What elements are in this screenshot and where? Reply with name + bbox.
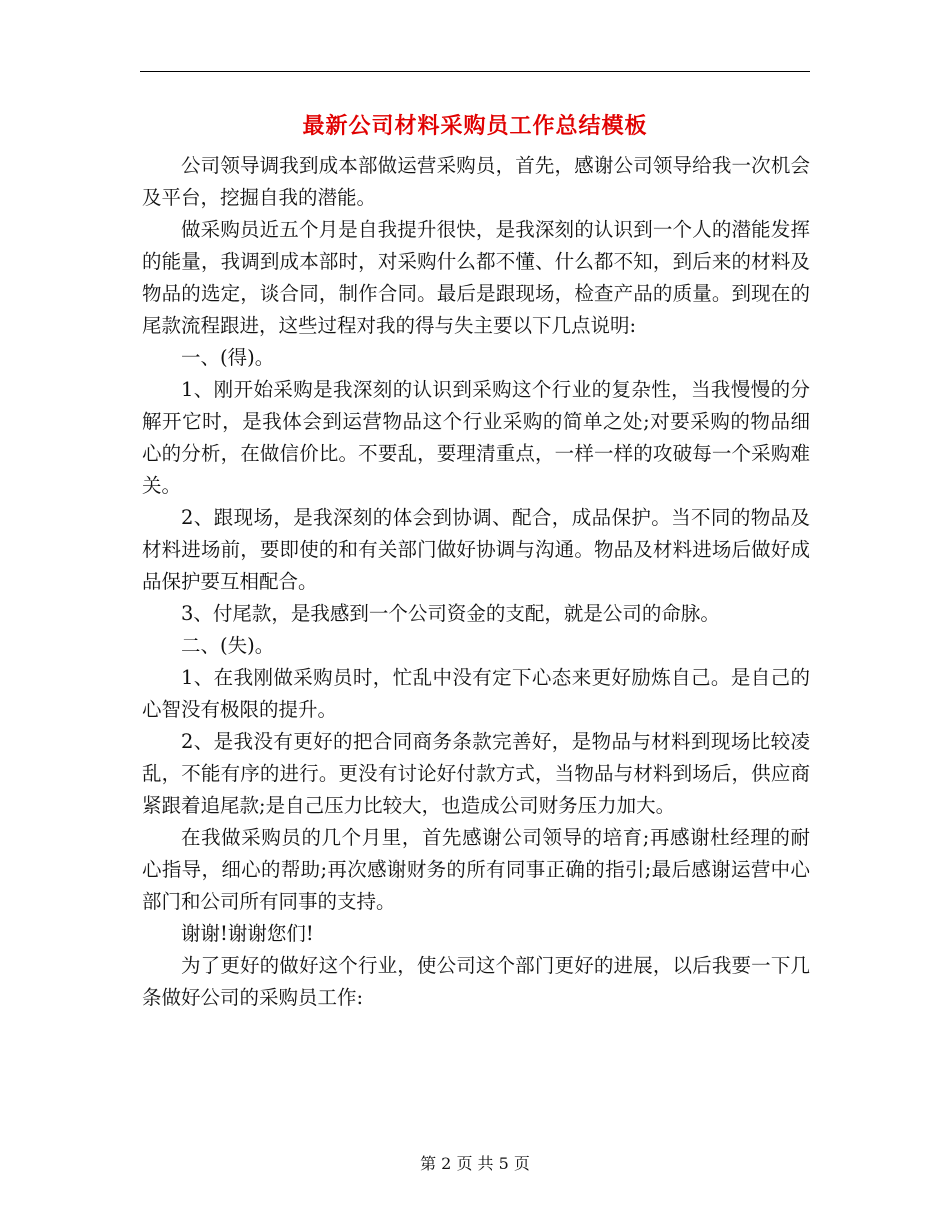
paragraph: 做采购员近五个月是自我提升很快，是我深刻的认识到一个人的潜能发挥的能量，我调到成本部时，对采购什么都不懂、什么都不知，到后来的材料及物品的选定，谈合同，制作合同。最后是跟现场，检查产品的质量。到现在的尾款流程跟进，这些过程对我的得与失主要以下几点说明: [142, 218, 810, 337]
paragraph: 2、跟现场，是我深刻的体会到协调、配合，成品保护。当不同的物品及材料进场前，要即使的和有关部门做好协调与沟通。物品及材料进场后做好成品保护要互相配合。 [142, 506, 810, 593]
paragraph: 谢谢!谢谢您们! [181, 922, 314, 945]
paragraph: 1、刚开始采购是我深刻的认识到采购这个行业的复杂性，当我慢慢的分解开它时，是我体会到运营物品这个行业采购的简单之处;对要采购的物品细心的分析，在做信价比。不要乱，要理清重点，一样一样的攻破每一个采购难关。 [142, 378, 810, 497]
paragraph: 在我做采购员的几个月里，首先感谢公司领导的培育;再感谢杜经理的耐心指导，细心的帮助;再次感谢财务的所有同事正确的指引;最后感谢运营中心部门和公司所有同事的支持。 [142, 826, 810, 913]
header-rule [140, 71, 810, 72]
document-body [142, 150, 810, 1014]
paragraph: 1、在我刚做采购员时，忙乱中没有定下心态来更好励炼自己。是自己的心智没有极限的提升。 [142, 666, 810, 721]
paragraph: 公司领导调我到成本部做运营采购员，首先，感谢公司领导给我一次机会及平台，挖掘自我的潜能。 [142, 154, 810, 209]
paragraph: 为了更好的做好这个行业，使公司这个部门更好的进展，以后我要一下几条做好公司的采购员工作: [142, 954, 810, 1009]
section-heading: 一、(得)。 [181, 346, 275, 369]
paragraph: 3、付尾款，是我感到一个公司资金的支配，就是公司的命脉。 [181, 602, 720, 625]
section-heading: 二、(失)。 [181, 634, 275, 657]
document-title: 最新公司材料采购员工作总结模板 [302, 113, 648, 139]
paragraph: 2、是我没有更好的把合同商务条款完善好，是物品与材料到现场比较凌乱，不能有序的进行。更没有讨论好付款方式，当物品与材料到场后，供应商紧跟着追尾款;是自己压力比较大，也造成公司财务压力加大。 [142, 730, 810, 817]
page-number-footer: 第 2 页 共 5 页 [420, 1154, 530, 1173]
